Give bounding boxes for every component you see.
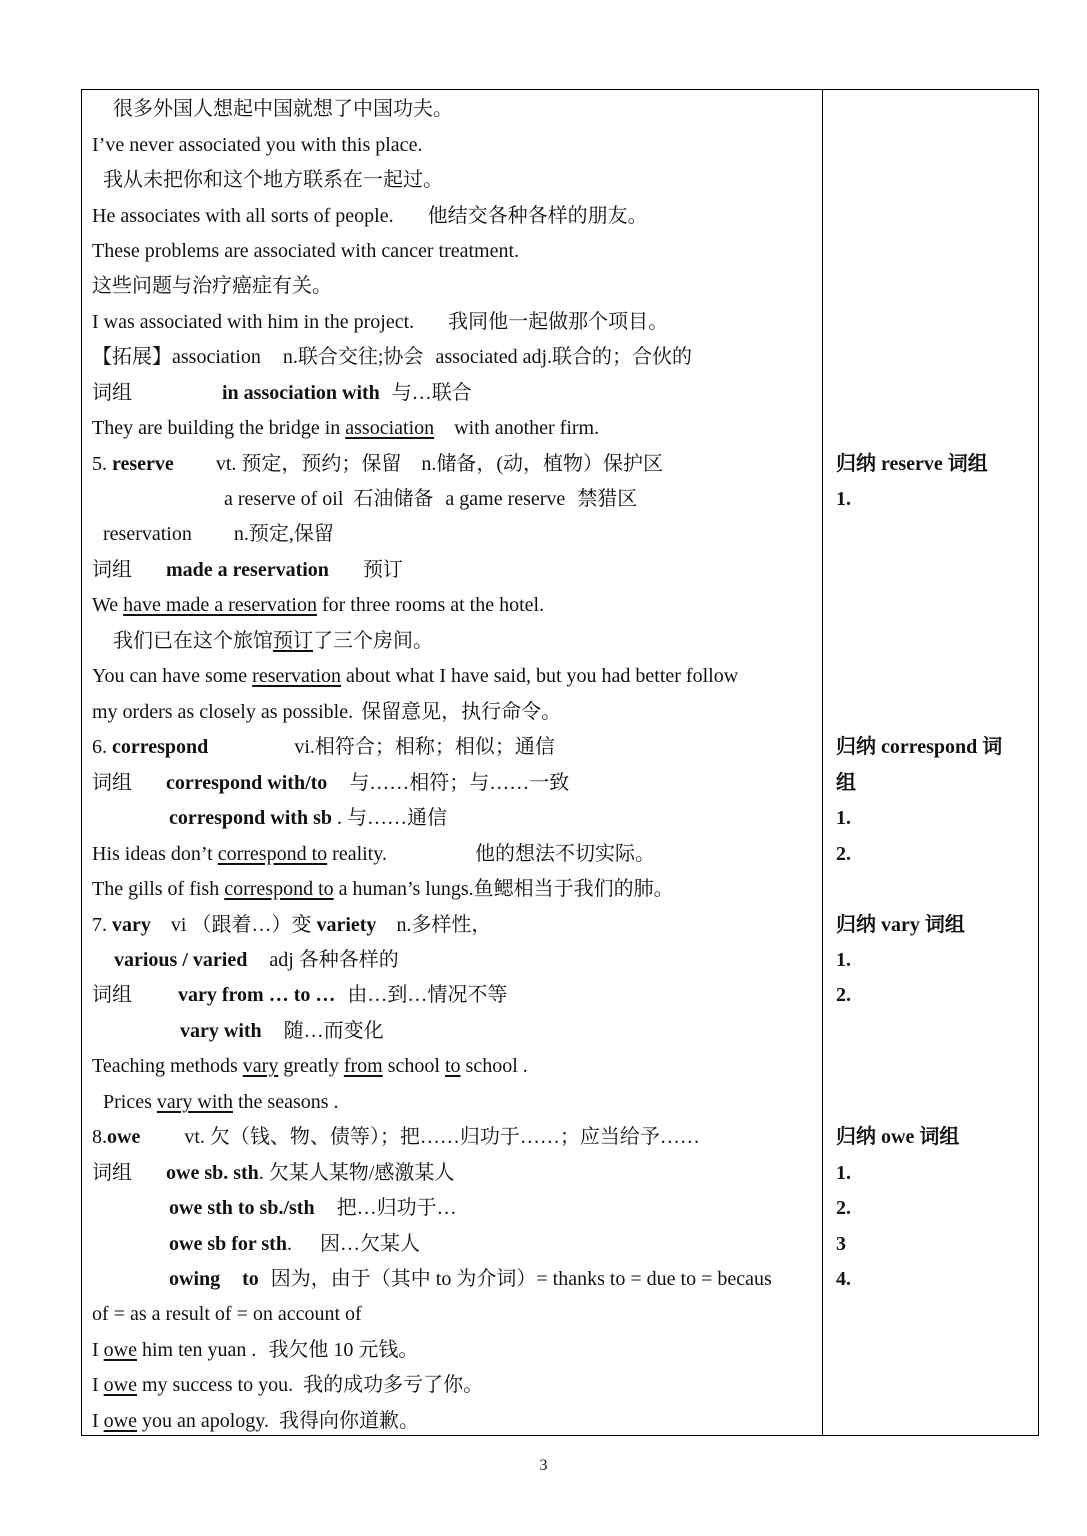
summary-item: 1.	[836, 949, 851, 971]
example-sentence: His ideas don’t correspond to reality. 他的想法不切实际。	[92, 843, 655, 865]
example-sentence: You can have some reservation about what I have said, but you had better follow	[92, 665, 739, 687]
example-sentence: I owe you an apology. 我得向你道歉。	[92, 1410, 420, 1432]
summary-item: 2.	[836, 1197, 851, 1219]
phrase-line: owing to 因为，由于（其中 to 为介词）= thanks to = due to = becaus	[169, 1268, 772, 1290]
summary-heading-vary: 归纳 vary 词组	[836, 914, 965, 936]
summary-item: 3	[836, 1233, 846, 1255]
example-translation: 这些问题与治疗癌症有关。	[92, 275, 332, 297]
summary-item: 1.	[836, 807, 851, 829]
summary-item: 2.	[836, 984, 851, 1006]
vocab-heading-vary: 7. vary vi （跟着…）变 variety n.多样性，	[92, 914, 492, 936]
example-translation: 我们已在这个旅馆预订了三个房间。	[113, 630, 433, 652]
summary-item: 4.	[836, 1268, 851, 1290]
derivative-line: reservation n.预定,保留	[103, 523, 334, 545]
summary-item: 2.	[836, 843, 851, 865]
phrase-line: correspond with sb . 与……通信	[169, 807, 447, 829]
example-sentence: We have made a reservation for three rooms at the hotel.	[92, 594, 545, 616]
example-sentence: The gills of fish correspond to a human’s lungs.鱼鳃相当于我们的肺。	[92, 878, 674, 900]
phrase-line: 词组 correspond with/to 与……相符；与……一致	[92, 772, 570, 794]
page-number: 3	[539, 1457, 548, 1474]
example-sentence: I owe my success to you. 我的成功多亏了你。	[92, 1374, 484, 1396]
example-sentence: I owe him ten yuan . 我欠他 10 元钱。	[92, 1339, 419, 1361]
summary-heading-owe: 归纳 owe 词组	[836, 1126, 960, 1148]
phrase-continuation: of = as a result of = on account of	[92, 1303, 362, 1325]
phrase-line: owe sth to sb./sth 把…归功于…	[169, 1197, 457, 1219]
example-phrase: a reserve of oil 石油储备 a game reserve 禁猎区	[224, 488, 638, 510]
summary-item: 1.	[836, 488, 851, 510]
phrase-line: 词组 owe sb. sth. 欠某人某物/感激某人	[92, 1162, 455, 1184]
vocab-heading-correspond: 6. correspond vi.相符合；相称；相似；通信	[92, 736, 555, 758]
example-sentence: He associates with all sorts of people. 他结交各种各样的朋友。	[92, 205, 648, 227]
example-translation: 很多外国人想起中国就想了中国功夫。	[113, 98, 453, 120]
derivative-line: various / varied adj 各种各样的	[114, 949, 399, 971]
phrase-line: owe sb for sth. 因…欠某人	[169, 1233, 420, 1255]
phrase-line: vary with 随…而变化	[180, 1020, 384, 1042]
summary-heading-correspond: 归纳 correspond 词	[836, 736, 1003, 758]
example-sentence: They are building the bridge in association with another firm.	[92, 417, 600, 439]
summary-heading-continuation: 组	[836, 772, 856, 794]
summary-item: 1.	[836, 1162, 851, 1184]
example-sentence: These problems are associated with cancer treatment.	[92, 240, 520, 262]
example-sentence: Prices vary with the seasons .	[103, 1091, 339, 1113]
vocab-heading-reserve: 5. reserve vt. 预定，预约；保留 n.储备，(动，植物）保护区	[92, 453, 664, 475]
phrase-line: 词组 vary from … to … 由…到…情况不等	[92, 984, 508, 1006]
column-divider	[822, 89, 823, 1436]
summary-heading-reserve: 归纳 reserve 词组	[836, 453, 988, 475]
extension-line: 【拓展】association n.联合交往;协会 associated adj.联合的；合伙的	[92, 346, 693, 368]
phrase-line: 词组 made a reservation 预订	[92, 559, 403, 581]
vocab-heading-owe: 8.owe vt. 欠（钱、物、债等）；把……归功于……；应当给予……	[92, 1126, 700, 1148]
example-translation: 我从未把你和这个地方联系在一起过。	[103, 169, 443, 191]
phrase-line: 词组 in association with 与…联合	[92, 382, 472, 404]
example-sentence: I was associated with him in the project. 我同他一起做那个项目。	[92, 311, 669, 333]
example-sentence: Teaching methods vary greatly from school to school .	[92, 1055, 528, 1077]
example-sentence: I’ve never associated you with this place.	[92, 134, 423, 156]
example-sentence: my orders as closely as possible. 保留意见，执行命令。	[92, 701, 562, 723]
